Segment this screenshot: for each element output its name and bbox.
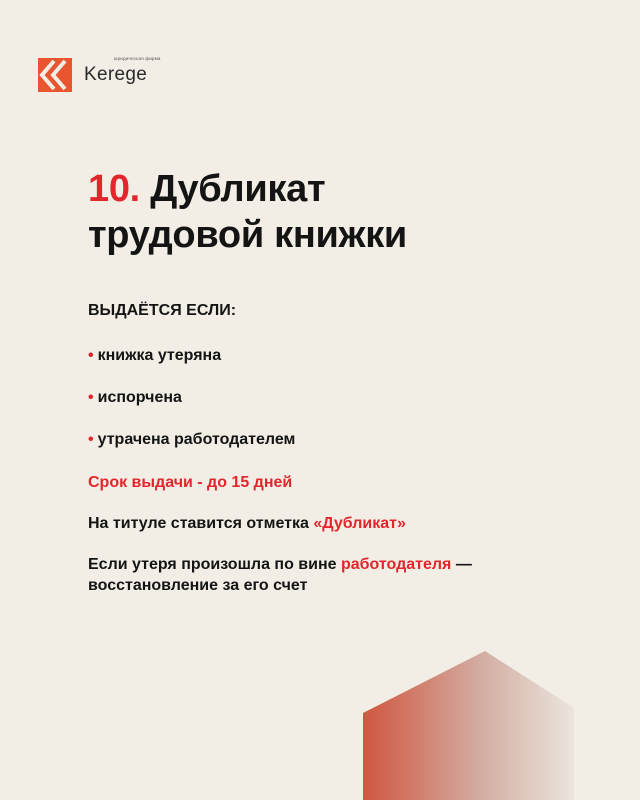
bullet-icon: • <box>88 431 94 448</box>
title-number: 10. <box>88 168 140 210</box>
note2-highlight: работодателя <box>340 556 452 573</box>
title-line1: Дубликат <box>150 168 326 210</box>
note2-text-after: — <box>451 556 472 573</box>
note1-highlight: «Дубликат» <box>313 515 406 532</box>
note2-line2: восстановление за его счет <box>88 577 308 594</box>
note2-text-before: Если утеря произошла по вине <box>88 556 341 573</box>
brand-name: Kerege <box>84 64 148 85</box>
list-item-text: испорчена <box>97 389 182 406</box>
note1-text: На титуле ставится отметка <box>88 515 314 532</box>
list-item-text: утрачена работодателем <box>97 431 296 448</box>
issue-term: Срок выдачи - до 15 дней <box>88 474 293 491</box>
title-line2: трудовой книжки <box>88 214 407 256</box>
brand-subtitle: юридическая фирма <box>114 56 161 61</box>
bullet-icon: • <box>88 389 94 406</box>
list-item-text: книжка утеряна <box>97 347 222 364</box>
bullet-icon: • <box>88 347 94 364</box>
issued-if-heading: ВЫДАЁТСЯ ЕСЛИ: <box>88 302 237 319</box>
